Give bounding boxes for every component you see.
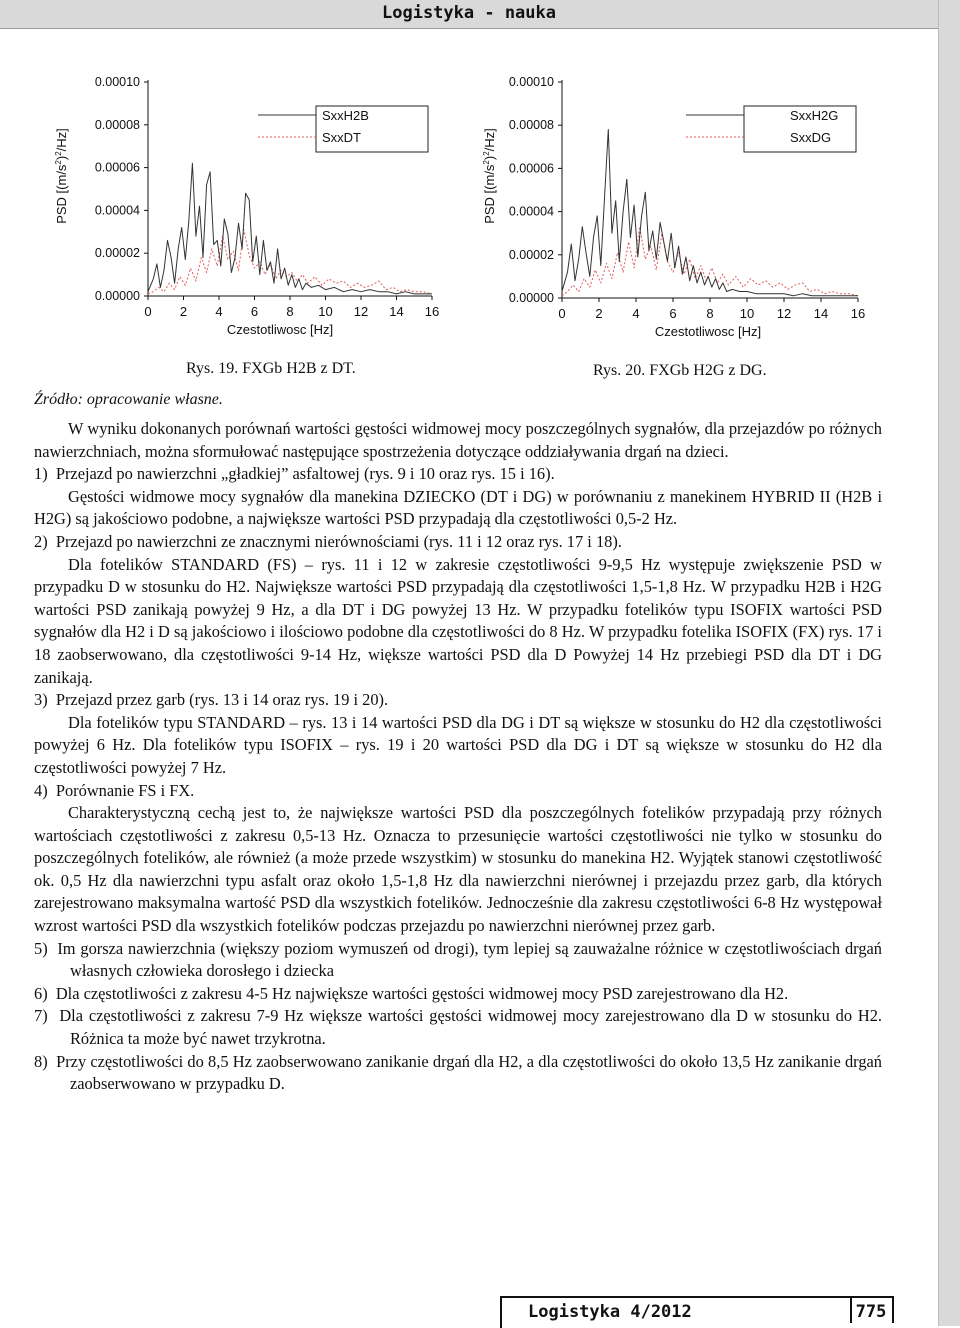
y-axis-title-mid: )	[482, 155, 497, 161]
paragraph: Charakterystyczną cechą jest to, że największe wartości PSD dla poszczególnych fotelików przypadają przy różnych wartościach częstotliwości z zakresu 0,5-13 Hz. Oznacza to przesunięcie wartości częstotliwości nie tylko w stosunku do poszczególnych fotelików, ale również (a może przede wszystkim) w stosunku do manekina H2. Wyjątek stanowi częstotliwość ok. 0,5 Hz dla nawierzchni typu asfalt oraz około 1,5-1,8 Hz dla nawierzchni nierównej i przejazdu przez garb, dla których zarejestrowano maksymalna wartość PSD dla wszystkich fotelików. Jednocześnie dla zakresu częstotliwości 6-8 Hz występował wzrost wartości PSD dla wszystkich fotelików podczas przejazdu po nawierzchni nierównej przez garb.	[34, 803, 882, 936]
y-axis-title	[482, 128, 497, 224]
x-tick-label: 10	[739, 306, 755, 321]
y-tick-label: 0.00006	[508, 161, 554, 176]
list-heading-4: 4) Porównanie FS i FX.	[34, 780, 195, 800]
page-header	[0, 0, 938, 29]
section-title: Logistyka - nauka	[382, 3, 556, 23]
legend-label-series-1: SxxH2G	[790, 108, 839, 123]
x-tick-label: 4	[632, 306, 640, 321]
legend-label-series-2: SxxDT	[322, 130, 361, 145]
y-tick-label: 0.00002	[94, 246, 140, 261]
x-tick-label: 2	[179, 304, 188, 319]
legend-label-series-1: SxxH2B	[322, 108, 369, 123]
legend-label-series-2: SxxDG	[790, 130, 832, 145]
svg-text:PSD [(m/s2)2/Hz]	[482, 128, 497, 224]
page-edge-strip	[938, 0, 960, 1326]
list-item-7: 7) Dla częstotliwości z zakresu 7-9 Hz większe wartości gęstości widmowej mocy zarejestrowano dla D w stosunku do H2. Różnica ta może być nawet trzykrotna.	[34, 1006, 882, 1049]
y-axis-title-suffix: /Hz]	[54, 128, 69, 152]
y-tick-label: 0.00002	[508, 247, 554, 262]
figure-caption-19: Rys. 19. FXGb H2B z DT.	[186, 360, 356, 377]
series-line-sxxdg	[562, 227, 858, 296]
series-line-sxxdt	[148, 230, 432, 294]
y-tick-label: 0.00004	[508, 204, 554, 219]
list-item-5: 5) Im gorsza nawierzchnia (większy poziom wymuszeń od drogi), tym lepiej są zauważalne różnice w częstotliwościach drgań własnych człowieka dorosłego i dziecka	[34, 938, 882, 981]
y-tick-label: 0.00000	[94, 289, 140, 303]
x-axis-title: Czestotliwosc [Hz]	[654, 324, 762, 339]
y-axis-title-mid: )	[54, 155, 69, 161]
x-axis-title: Czestotliwosc [Hz]	[226, 322, 334, 337]
y-tick-label: 0.00004	[94, 203, 140, 218]
x-tick-label: 14	[389, 304, 404, 319]
list-item-6: 6) Dla częstotliwości z zakresu 4-5 Hz największe wartości gęstości widmowej mocy PSD zarejestrowano dla H2.	[34, 983, 789, 1003]
x-tick-label: 0	[558, 306, 566, 321]
list-heading-2: 2) Przejazd po nawierzchni ze znacznymi nierównościami (rys. 11 i 12 oraz rys. 17 i 18).	[34, 531, 622, 551]
x-tick-label: 12	[776, 306, 792, 321]
y-axis-title-prefix: PSD [(m/s	[54, 164, 69, 224]
x-tick-label: 14	[813, 306, 829, 321]
x-tick-label: 8	[706, 306, 714, 321]
x-tick-label: 2	[595, 306, 603, 321]
x-tick-label: 16	[424, 304, 440, 319]
legend	[258, 106, 428, 152]
list-heading-3: 3) Przejazd przez garb (rys. 13 i 14 oraz rys. 19 i 20).	[34, 690, 389, 710]
paragraph: Dla fotelików typu STANDARD – rys. 13 i 14 wartości PSD dla DG i DT są większe w stosunku do H2 dla częstotliwości powyżej 6 Hz. Dla fotelików typu ISOFIX – rys. 19 i 20 wartości PSD dla DG i DT są większe w stosunku do H2 dla częstotliwości powyżej 7 Hz.	[34, 712, 882, 777]
x-tick-label: 0	[144, 304, 152, 319]
x-tick-label: 8	[286, 304, 294, 319]
series-line-sxxh2g	[562, 130, 858, 296]
x-tick-label: 6	[250, 304, 259, 319]
y-tick-label: 0.00000	[508, 291, 554, 305]
y-axis-title-sup: 2	[482, 160, 491, 165]
y-axis-title-sup: 2	[54, 160, 63, 165]
chart-fig20	[474, 62, 874, 352]
y-tick-label: 0.00010	[508, 75, 554, 89]
y-axis-title-prefix: PSD [(m/s	[482, 164, 497, 224]
x-tick-label: 12	[353, 304, 369, 319]
x-tick-label: 10	[318, 304, 333, 319]
x-tick-label: 16	[850, 306, 866, 321]
figure-caption-20: Rys. 20. FXGb H2G z DG.	[593, 362, 767, 379]
journal-label: Logistyka 4/2012	[528, 1302, 692, 1322]
svg-text:PSD [(m/s2)2/Hz]	[54, 128, 69, 224]
legend	[686, 106, 856, 152]
x-tick-label: 4	[215, 304, 223, 319]
y-tick-label: 0.00008	[508, 118, 554, 133]
y-tick-label: 0.00008	[94, 117, 140, 132]
list-heading-1: 1) Przejazd po nawierzchni „gładkiej” asfaltowej (rys. 9 i 10 oraz rys. 15 i 16).	[34, 464, 555, 484]
paragraph: W wyniku dokonanych porównań wartości gęstości widmowej mocy poszczególnych sygnałów, dla przejazdów po różnych nawierzchniach, można sformułować następujące spostrzeżenia dotyczące oddziaływania drgań na dzieci.	[34, 419, 882, 461]
y-axis-title-sup2: 2	[482, 151, 491, 156]
x-tick-label: 6	[669, 306, 677, 321]
y-tick-label: 0.00010	[94, 75, 140, 89]
page-number: 775	[855, 1302, 887, 1322]
paragraph: Gęstości widmowe mocy sygnałów dla manekina DZIECKO (DT i DG) w porównaniu z manekinem HYBRID II (H2B i H2G) są jakościowo podobne, a największe wartości PSD przypadają dla częstotliwości 0,5-2 Hz.	[34, 486, 882, 529]
source-note: Źródło: opracowanie własne.	[34, 391, 223, 408]
y-axis-title-sup2: 2	[54, 151, 63, 156]
y-axis-title-suffix: /Hz]	[482, 128, 497, 152]
list-item-8: 8) Przy częstotliwości do 8,5 Hz zaobserwowano zanikanie drgań dla H2, a dla częstotliwości do około 13,5 Hz zanikanie drgań zaobserwowano w przypadku D.	[34, 1051, 882, 1094]
paragraph: Dla fotelików STANDARD (FS) – rys. 11 i 12 w zakresie częstotliwości 9-9,5 Hz występuje zwiększenie PSD w przypadku D w stosunku do H2. Największe wartości PSD przypadają dla częstotliwości 1,5-1,8 Hz. W przypadku H2B i H2G wartości PSD zanikają powyżej 9 Hz, a dla DT i DG powyżej 13 Hz. W przypadku fotelików typu ISOFIX wartości PSD sygnałów dla H2 i D są jakościowo i ilościowo podobne dla częstotliwości do 8 Hz. W przypadku fotelika ISOFIX (FX) rys. 17 i 18 zaobserwowano, dla częstotliwości 9-14 Hz, większe wartości PSD dla D Powyżej 14 Hz przebiegi PSD dla DT i DG zanikają.	[34, 554, 882, 687]
chart-fig19	[44, 62, 444, 352]
article-body	[34, 418, 882, 1096]
y-tick-label: 0.00006	[94, 160, 140, 175]
y-axis-title	[54, 128, 69, 224]
